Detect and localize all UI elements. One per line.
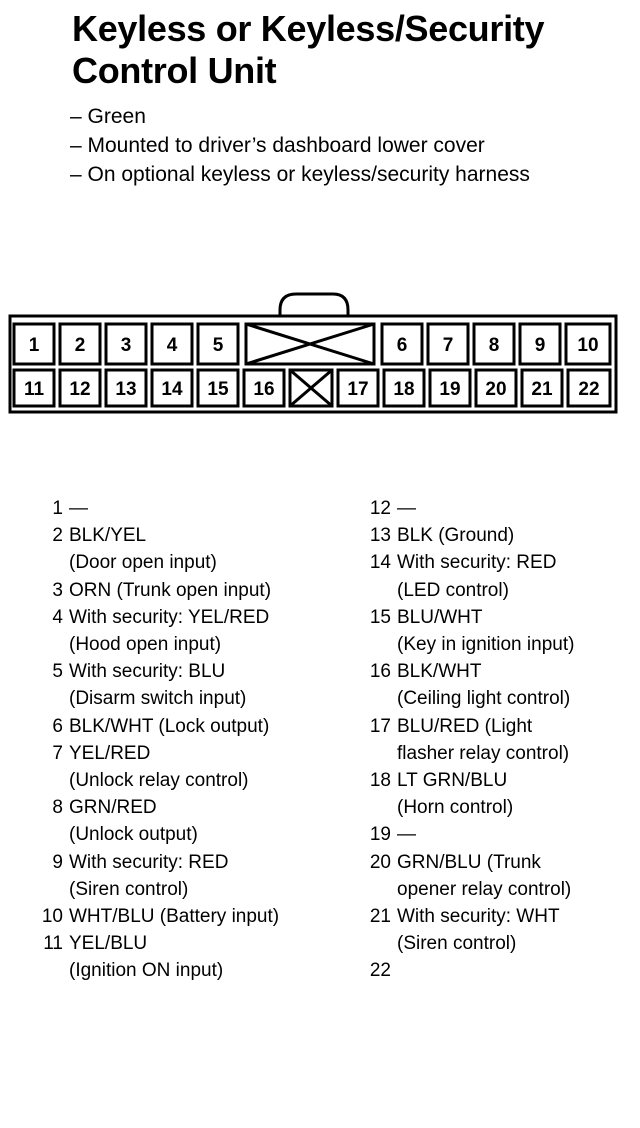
pin-number: 14 — [161, 379, 183, 400]
connector-diagram — [0, 285, 640, 425]
pin-entry-line: With security: BLU — [69, 661, 226, 683]
pin-entry-line: With security: WHT — [397, 906, 560, 928]
pin-number: 22 — [578, 379, 600, 400]
pin-entry-description — [63, 495, 88, 522]
pin-entry — [28, 495, 328, 522]
pin-entry-line: (Unlock relay control) — [69, 770, 249, 792]
pin-entry-number: 11 — [43, 933, 63, 955]
pin-entry-line: BLU/WHT — [397, 606, 483, 628]
pin-entry-line: With security: YEL/RED — [69, 606, 270, 628]
pin-entry — [28, 604, 328, 658]
pin-entry-line: YEL/BLU — [69, 933, 148, 955]
pin-entry-number: 2 — [52, 525, 63, 547]
pin-entry-number: 16 — [369, 661, 391, 683]
pin-entry-number: 8 — [52, 797, 63, 819]
pin-entry-line: opener relay control) — [397, 878, 572, 900]
pin-entry-number: 18 — [369, 770, 391, 792]
pin-number: 2 — [74, 335, 86, 356]
pin-number: 9 — [534, 335, 546, 356]
page-title — [72, 8, 632, 92]
pin-entry-line: BLK/WHT (Lock output) — [69, 715, 270, 737]
pin-entry — [356, 658, 636, 712]
pin-entry-line: — — [397, 498, 416, 519]
info-bullets — [70, 102, 630, 189]
pin-entry-number: 7 — [52, 742, 63, 764]
title-line-2: Control Unit — [72, 50, 277, 91]
pin-entry — [356, 549, 636, 603]
pin-entry-line: YEL/RED — [69, 742, 151, 764]
pin-entry-line: With security: RED — [397, 552, 557, 574]
pin-entry-number: 13 — [369, 525, 391, 547]
pin-entry-description — [391, 522, 514, 549]
pin-entry-description — [391, 821, 416, 848]
pin-entry-number: 14 — [369, 552, 391, 574]
pin-number: 16 — [253, 379, 275, 400]
bullet-harness: – On optional keyless or keyless/security harness — [70, 163, 530, 186]
pin-entry-number: 17 — [369, 715, 391, 737]
bullet-location: – Mounted to driver’s dashboard lower cover — [70, 134, 485, 157]
pin-entry-line: ORN (Trunk open input) — [69, 579, 272, 601]
pin-entry-number: 5 — [52, 661, 63, 683]
pin-entry-line: — — [397, 824, 416, 846]
pin-entry-line: (Key in ignition input) — [397, 634, 575, 656]
pin-number: 12 — [69, 379, 91, 400]
pin-entry — [28, 713, 328, 740]
pin-entry-number: 6 — [52, 715, 63, 737]
pin-entry — [28, 658, 328, 712]
pin-number: 13 — [115, 379, 137, 400]
title-line-1: Keyless or Keyless/Security — [72, 8, 545, 49]
pin-entry — [356, 522, 636, 549]
pin-entry-description — [63, 903, 279, 930]
pin-entry-line: (Door open input) — [69, 552, 217, 574]
pin-entry-description — [391, 767, 513, 821]
pin-entry-number: 12 — [369, 498, 391, 519]
pin-entry-number: 21 — [369, 906, 391, 928]
pin-entry-line: (Horn control) — [397, 797, 514, 819]
pin-entry-description — [63, 930, 223, 984]
pin-entry-number: 1 — [52, 498, 63, 519]
pin-entry — [356, 849, 636, 903]
pin-entry-description — [63, 794, 198, 848]
pin-entry — [28, 522, 328, 576]
pin-entry-description — [391, 957, 397, 984]
pin-entry-description — [391, 495, 416, 522]
pin-entry-description — [63, 604, 269, 658]
pin-number: 1 — [28, 335, 40, 356]
pin-entry-line: — — [69, 498, 88, 519]
pin-entry — [28, 577, 328, 604]
pin-entry-description — [63, 849, 228, 903]
pin-entry-description — [391, 604, 574, 658]
pin-entry-line: BLU/RED (Light — [397, 715, 533, 737]
pin-entry-line: flasher relay control) — [397, 742, 570, 764]
pin-number: 8 — [488, 335, 500, 356]
pin-number: 11 — [23, 379, 45, 400]
pin-number: 7 — [442, 335, 454, 356]
pin-entry-line: (Ceiling light control) — [397, 688, 571, 710]
pin-entry — [28, 849, 328, 903]
pin-entry-description — [391, 903, 560, 957]
pin-list-right — [356, 495, 636, 985]
pin-entry-description — [63, 658, 246, 712]
pin-entry — [28, 740, 328, 794]
pin-number: 18 — [393, 379, 415, 400]
pin-entry-line: LT GRN/BLU — [397, 770, 508, 792]
pin-entry-line: (Disarm switch input) — [69, 688, 247, 710]
pin-number: 19 — [439, 379, 461, 400]
pin-entry-number: 10 — [41, 906, 63, 928]
pin-entry-description — [391, 658, 570, 712]
pin-entry — [28, 930, 328, 984]
pin-number: 6 — [396, 335, 408, 356]
pin-entry-line: (LED control) — [397, 579, 509, 601]
bullet-color: – Green — [70, 105, 146, 128]
pin-entry-line: GRN/BLU (Trunk — [397, 851, 541, 873]
pin-number: 5 — [212, 335, 224, 356]
pin-entry-line: (Siren control) — [69, 878, 189, 900]
pin-list-left — [28, 495, 328, 985]
pin-entry — [28, 903, 328, 930]
pin-entry-line: (Siren control) — [397, 933, 517, 955]
pin-entry-line: BLK/WHT — [397, 661, 482, 683]
pin-entry-number: 19 — [369, 824, 391, 846]
pin-number: 17 — [347, 379, 369, 400]
pin-number: 3 — [120, 335, 132, 356]
pin-entry-number: 9 — [52, 851, 63, 873]
pin-entry-number: 22 — [369, 960, 391, 982]
pin-entry-description — [391, 849, 571, 903]
pin-entry-number: 4 — [52, 606, 63, 628]
pin-entry-description — [63, 740, 249, 794]
pin-entry-line: (Hood open input) — [69, 634, 222, 656]
pin-entry-line: WHT/BLU (Battery input) — [69, 906, 280, 928]
pin-number: 10 — [577, 335, 599, 356]
pin-entry — [356, 495, 636, 522]
pin-entry-number: 15 — [369, 606, 391, 628]
pin-entry-description — [391, 713, 569, 767]
pin-entry — [356, 821, 636, 848]
pin-entry — [28, 794, 328, 848]
pin-entry-line: With security: RED — [69, 851, 229, 873]
pin-entry — [356, 713, 636, 767]
pin-entry-description — [391, 549, 556, 603]
pin-number: 20 — [485, 379, 507, 400]
pin-entry — [356, 604, 636, 658]
pin-entry-line: BLK (Ground) — [397, 525, 515, 547]
pin-entry-number: 20 — [369, 851, 391, 873]
pin-entry-number: 3 — [52, 579, 63, 601]
pin-number: 4 — [166, 335, 178, 356]
pin-number: 15 — [207, 379, 229, 400]
pin-entry-line: BLK/YEL — [69, 525, 147, 547]
pin-entry-line: (Unlock output) — [69, 824, 198, 846]
connector-lock-tab — [280, 294, 348, 316]
pin-entry — [356, 957, 636, 984]
pin-entry-description — [63, 713, 269, 740]
pin-entry-description — [63, 522, 217, 576]
pin-entry — [356, 903, 636, 957]
pin-number: 21 — [531, 379, 553, 400]
pin-entry-description — [63, 577, 271, 604]
pin-entry-line: GRN/RED — [69, 797, 157, 819]
pin-entry — [356, 767, 636, 821]
pin-entry-line: (Ignition ON input) — [69, 960, 224, 982]
